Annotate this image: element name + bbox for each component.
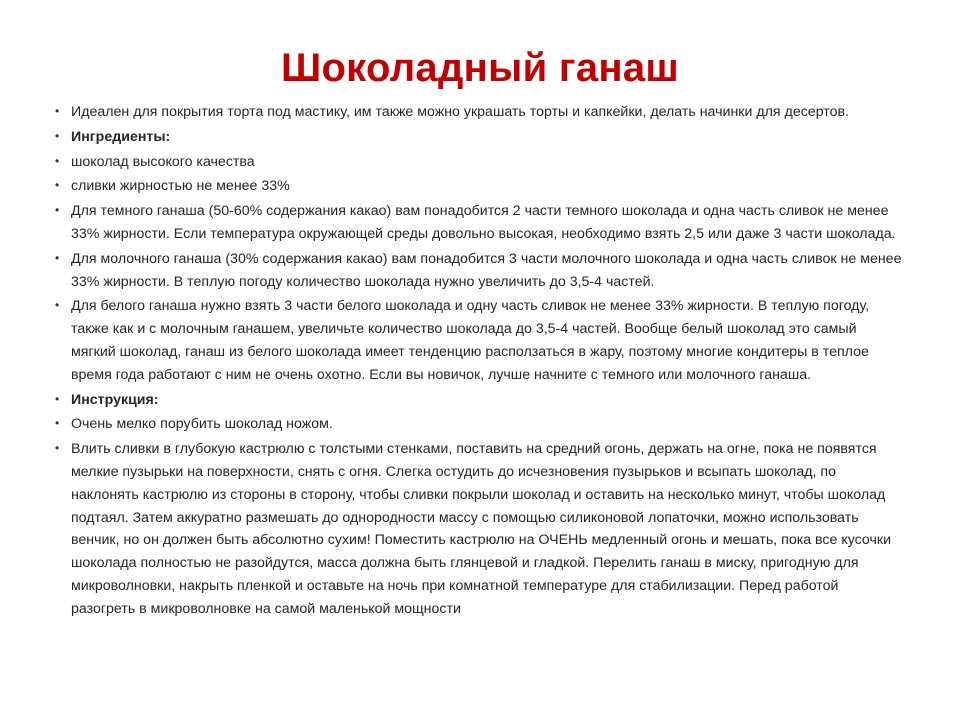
bullet-text: шоколад высокого качества [71, 153, 255, 170]
bullet-text: Идеален для покрытия торта под мастику, им также можно украшать торты и капкейки, делать начинки для десертов. [71, 104, 849, 120]
bullet-text: Влить сливки в глубокую кастрюлю с толстыми стенками, поставить на средний огонь, держать на огне, пока не появятся мелкие пузырьки на поверхности, снять с огня. Слегка остудить до исчезновения пузырьков и всыпать шоколад, по наклонять кастрюлю из стороны в сторону, чтобы сливки покрыли шоколад и оставить на несколько минут, чтобы шоколад подтаял. Затем аккуратно размешать до однородности массу с помощью силиконовой лопаточки, можно использовать венчик, но он должен быть абсолютно сухим! Поместить кастрюлю на ОЧЕНЬ медленный огонь и мешать, пока все кусочки шоколада полностью не разойдутся, масса должна быть глянцевой и гладкой. Перелить ганаш в миску, пригодную для микроволновки, накрыть пленкой и оставьте на ночь при комнатной температуре для стабилизации. Перед работой разогреть в микроволновке на самой маленькой мощности [71, 441, 892, 617]
bullet-text: Для белого ганаша нужно взять 3 части белого шоколада и одну часть сливок не менее 33% жирности. В теплую погоду, также как и с молочным ганашем, увеличьте количество шоколада до 3,5-4 частей. Вообще белый шоколад это самый мягкий шоколад, ганаш из белого шоколада имеет тенденцию расползаться в жару, поэтому многие кондитеры в теплое время года работают с ним не очень охотно. Если вы новичок, лучше начните с темного или молочного ганаша. [71, 298, 870, 383]
bullet-dot: • [55, 441, 60, 456]
bullet-dot: • [55, 416, 60, 431]
bullet-dot: • [55, 178, 60, 193]
bullet-dot: • [55, 250, 60, 265]
bullet-item-7 [55, 389, 905, 412]
section-heading-instructions: Инструкция: [71, 391, 159, 408]
bullet-item-6 [55, 295, 905, 386]
bullet-text: Для молочного ганаша (30% содержания какао) вам понадобится 3 части молочного шоколада и одна часть сливок не менее 33% жирности. В теплую погоду количество шоколада нужно увеличить до 3,5-4 частей. [71, 250, 902, 290]
slide-title: Шоколадный ганаш [280, 46, 680, 90]
bullet-dot: • [55, 128, 60, 143]
bullet-item-2 [55, 151, 905, 174]
bullet-text: сливки жирностью не менее 33% [71, 178, 290, 195]
bullet-dot: • [55, 203, 60, 218]
section-heading-ingredients: Ингредиенты: [71, 128, 171, 145]
bullet-item-5 [55, 248, 905, 294]
bullet-item-8 [55, 413, 905, 436]
bullet-list [55, 101, 905, 623]
bullet-item-0 [55, 101, 905, 124]
bullet-item-3 [55, 175, 905, 198]
bullet-item-1 [55, 126, 905, 149]
bullet-text: Для темного ганаша (50-60% содержания какао) вам понадобится 2 части темного шоколада и одна часть сливок не менее 33% жирности. Если температура окружающей среды довольно высокая, необходимо взять 2,5 или даже 3 части шоколада. [71, 203, 896, 242]
bullet-dot: • [55, 298, 60, 313]
bullet-dot: • [55, 104, 60, 118]
bullet-text: Очень мелко порубить шоколад ножом. [71, 416, 333, 433]
bullet-item-4 [55, 200, 905, 246]
bullet-item-9 [55, 438, 905, 620]
bullet-dot: • [55, 391, 60, 406]
bullet-dot: • [55, 153, 60, 168]
